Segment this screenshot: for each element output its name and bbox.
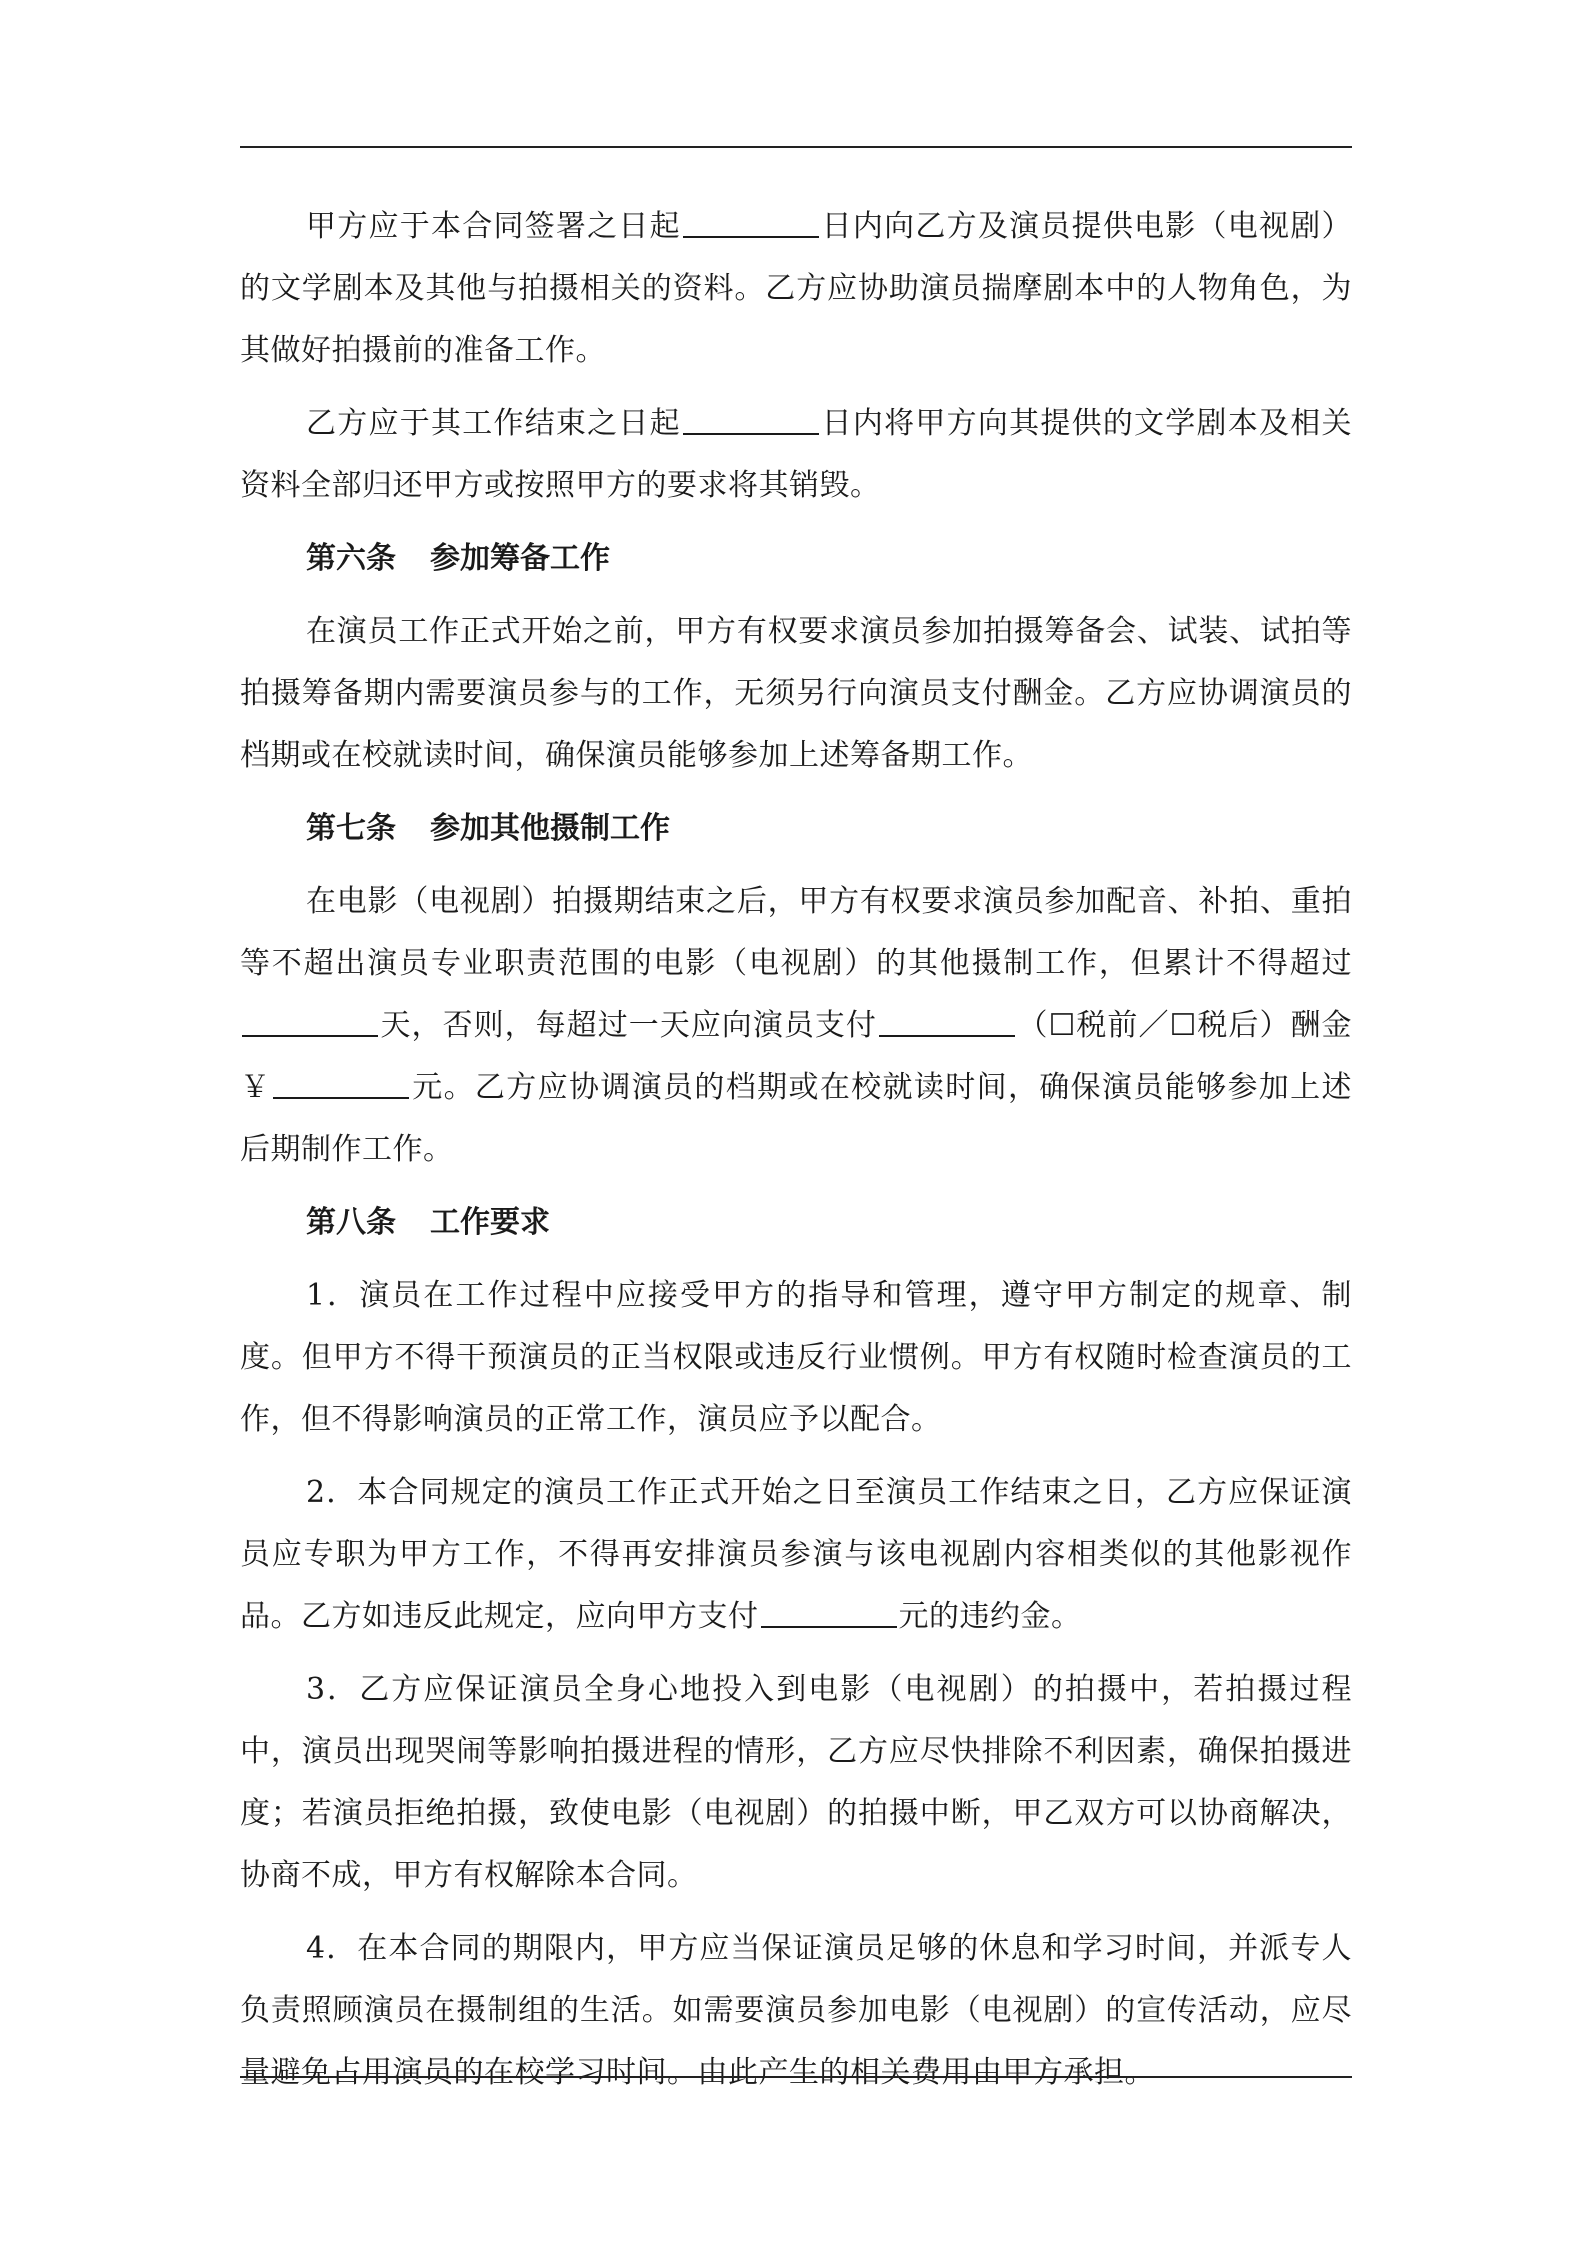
header-rule [240,146,1352,148]
article-8-heading: 第八条 工作要求 [306,1205,550,1240]
fill-blank-penalty[interactable] [761,1598,897,1628]
fill-blank-days[interactable] [683,208,819,238]
fill-blank-days[interactable] [683,405,819,435]
clause-script-return: 乙方应于其工作结束之日起 日内将甲方向其提供的文学剧本及相关资料全部归还甲方或按照甲方的要求将其销毁。 [240,406,1353,503]
requirement-3: 3．乙方应保证演员全身心地投入到电影（电视剧）的拍摄中，若拍摄过程中，演员出现哭闹等影响拍摄进程的情形，乙方应尽快排除不利因素，确保拍摄进度；若演员拒绝拍摄，致使电影（电视剧）的拍摄中断，甲乙双方可以协商解决，协商不成，甲方有权解除本合同。 [240,1672,1352,1893]
requirement-4: 4．在本合同的期限内，甲方应当保证演员足够的休息和学习时间，并派专人负责照顾演员在摄制组的生活。如需要演员参加电影（电视剧）的宣传活动，应尽量避免占用演员的在校学习时间。由此产生的相关费用由甲方承担。 [240,1931,1352,2090]
fill-blank-amount[interactable] [273,1069,409,1099]
contract-body [240,196,1352,2115]
clause-preparation: 在演员工作正式开始之前，甲方有权要求演员参加拍摄筹备会、试装、试拍等拍摄筹备期内需要演员参与的工作，无须另行向演员支付酬金。乙方应协调演员的档期或在校就读时间，确保演员能够参加上述筹备期工作。 [240,614,1352,773]
article-7-heading: 第七条 参加其他摄制工作 [306,811,670,846]
footer-rule [240,2076,1352,2078]
requirement-1: 1．演员在工作过程中应接受甲方的指导和管理，遵守甲方制定的规章、制度。但甲方不得干预演员的正当权限或违反行业惯例。甲方有权随时检查演员的工作，但不得影响演员的正常工作，演员应予以配合。 [240,1278,1352,1437]
clause-other-production: 在电影（电视剧）拍摄期结束之后，甲方有权要求演员参加配音、补拍、重拍等不超出演员专业职责范围的电影（电视剧）的其他摄制工作，但累计不得超过天，否则，每超过一天应向演员支付 （☐税前／☐税后）酬金￥ 元。乙方应协调演员的档期或在校就读时间，确保演员能够参加上述后期制作工作。 [240,884,1353,1167]
fill-blank-days[interactable] [242,1007,378,1037]
clause-script-delivery: 甲方应于本合同签署之日起 日内向乙方及演员提供电影（电视剧）的文学剧本及其他与拍摄相关的资料。乙方应协助演员揣摩剧本中的人物角色，为其做好拍摄前的准备工作。 [240,209,1353,368]
article-6-heading: 第六条 参加筹备工作 [306,541,610,576]
fill-blank-amount[interactable] [879,1007,1015,1037]
requirement-2: 2．本合同规定的演员工作正式开始之日至演员工作结束之日，乙方应保证演员应专职为甲方工作，不得再安排演员参演与该电视剧内容相类似的其他影视作品。乙方如违反此规定，应向甲方支付 元的违约金。 [240,1475,1352,1634]
